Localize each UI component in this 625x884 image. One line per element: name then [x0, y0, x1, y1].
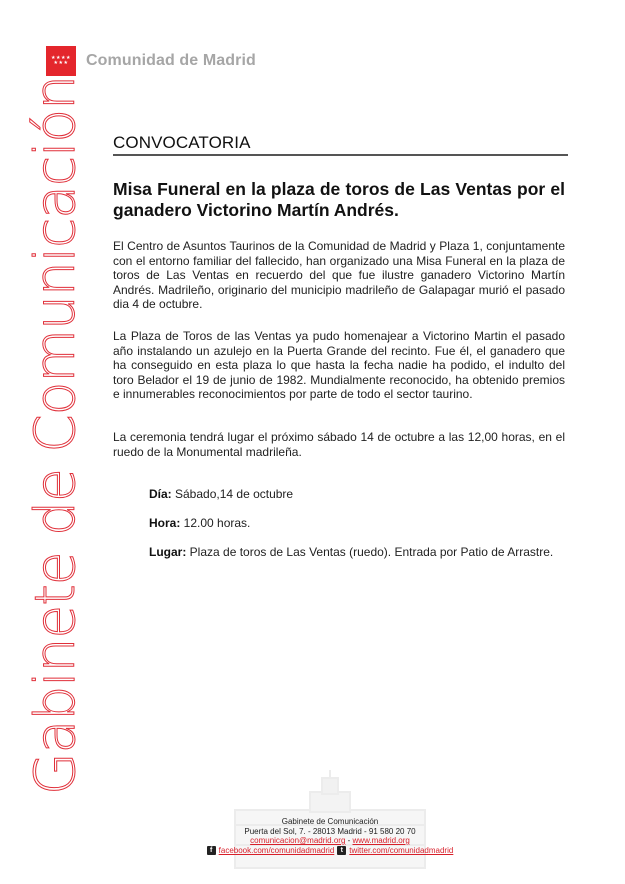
detail-value: Plaza de toros de Las Ventas (ruedo). Entrada por Patio de Arrastre. — [186, 545, 554, 559]
detail-day — [149, 487, 565, 502]
detail-label: Día: — [149, 487, 172, 501]
logo-stars-bottom: ★★★ — [53, 60, 69, 66]
detail-value: 12.00 horas. — [180, 516, 251, 530]
footer-links — [180, 836, 480, 846]
detail-label: Lugar: — [149, 545, 187, 559]
document-title: Misa Funeral en la plaza de toros de Las Ventas por el ganadero Victorino Martín Andrés. — [113, 179, 565, 220]
footer-contact — [180, 817, 480, 855]
website-link[interactable]: www.madrid.org — [352, 836, 410, 845]
section-label: CONVOCATORIA — [113, 133, 251, 152]
side-banner-text: Gabinete de Comunicación — [23, 76, 87, 795]
paragraph: El Centro de Asuntos Taurinos de la Comunidad de Madrid y Plaza 1, conjuntamente con el entorno familiar del fallecido, han organizado una Misa Funeral en la plaza de toros de Las Ventas en recuerdo del que fue ilustre ganadero Victorino Martín Andrés. Madrileño, originario del municipio madrileño de Galapagar murió el pasado dia 4 de octubre. — [113, 239, 565, 312]
social-links — [180, 846, 480, 856]
section-divider — [113, 154, 568, 156]
comunidad-de-madrid-logo — [46, 46, 256, 76]
detail-value: Sábado,14 de octubre — [171, 487, 294, 501]
twitter-icon: t — [337, 846, 346, 855]
link-separator: - — [345, 836, 353, 845]
footer-office: Gabinete de Comunicación — [281, 817, 379, 826]
detail-place — [149, 545, 565, 560]
paragraph: La Plaza de Toros de las Ventas ya pudo homenajear a Victorino Martin el pasado año instalando un azulejo en la Puerta Grande del recinto. Fue él, el ganadero que ha conseguido en esta plaza lo que hasta la fecha nadie ha podido, el indulto del toro Belador el 19 de junio de 1982. Mundialmente reconocido, ha obtenido premios e innumerables reconocimientos por parte de todo el sector taurino. — [113, 329, 565, 402]
paragraph: La ceremonia tendrá lugar el próximo sábado 14 de octubre a las 12,00 horas, en el ruedo de la Monumental madrileña. — [113, 430, 565, 459]
logo-stars-top: ★★★★ — [51, 55, 71, 61]
footer-address: Puerta del Sol, 7. - 28013 Madrid - 91 580 20 70 — [244, 826, 416, 836]
email-link[interactable]: comunicacion@madrid.org — [250, 836, 346, 845]
logo-text: Comunidad de Madrid — [86, 52, 256, 69]
twitter-link[interactable]: twitter.com/comunidadmadrid — [349, 845, 454, 855]
facebook-link[interactable]: facebook.com/comunidadmadrid — [218, 845, 335, 855]
detail-time — [149, 516, 565, 531]
madrid-flag-icon — [46, 46, 76, 76]
facebook-icon: f — [207, 846, 216, 855]
detail-label: Hora: — [149, 516, 181, 530]
